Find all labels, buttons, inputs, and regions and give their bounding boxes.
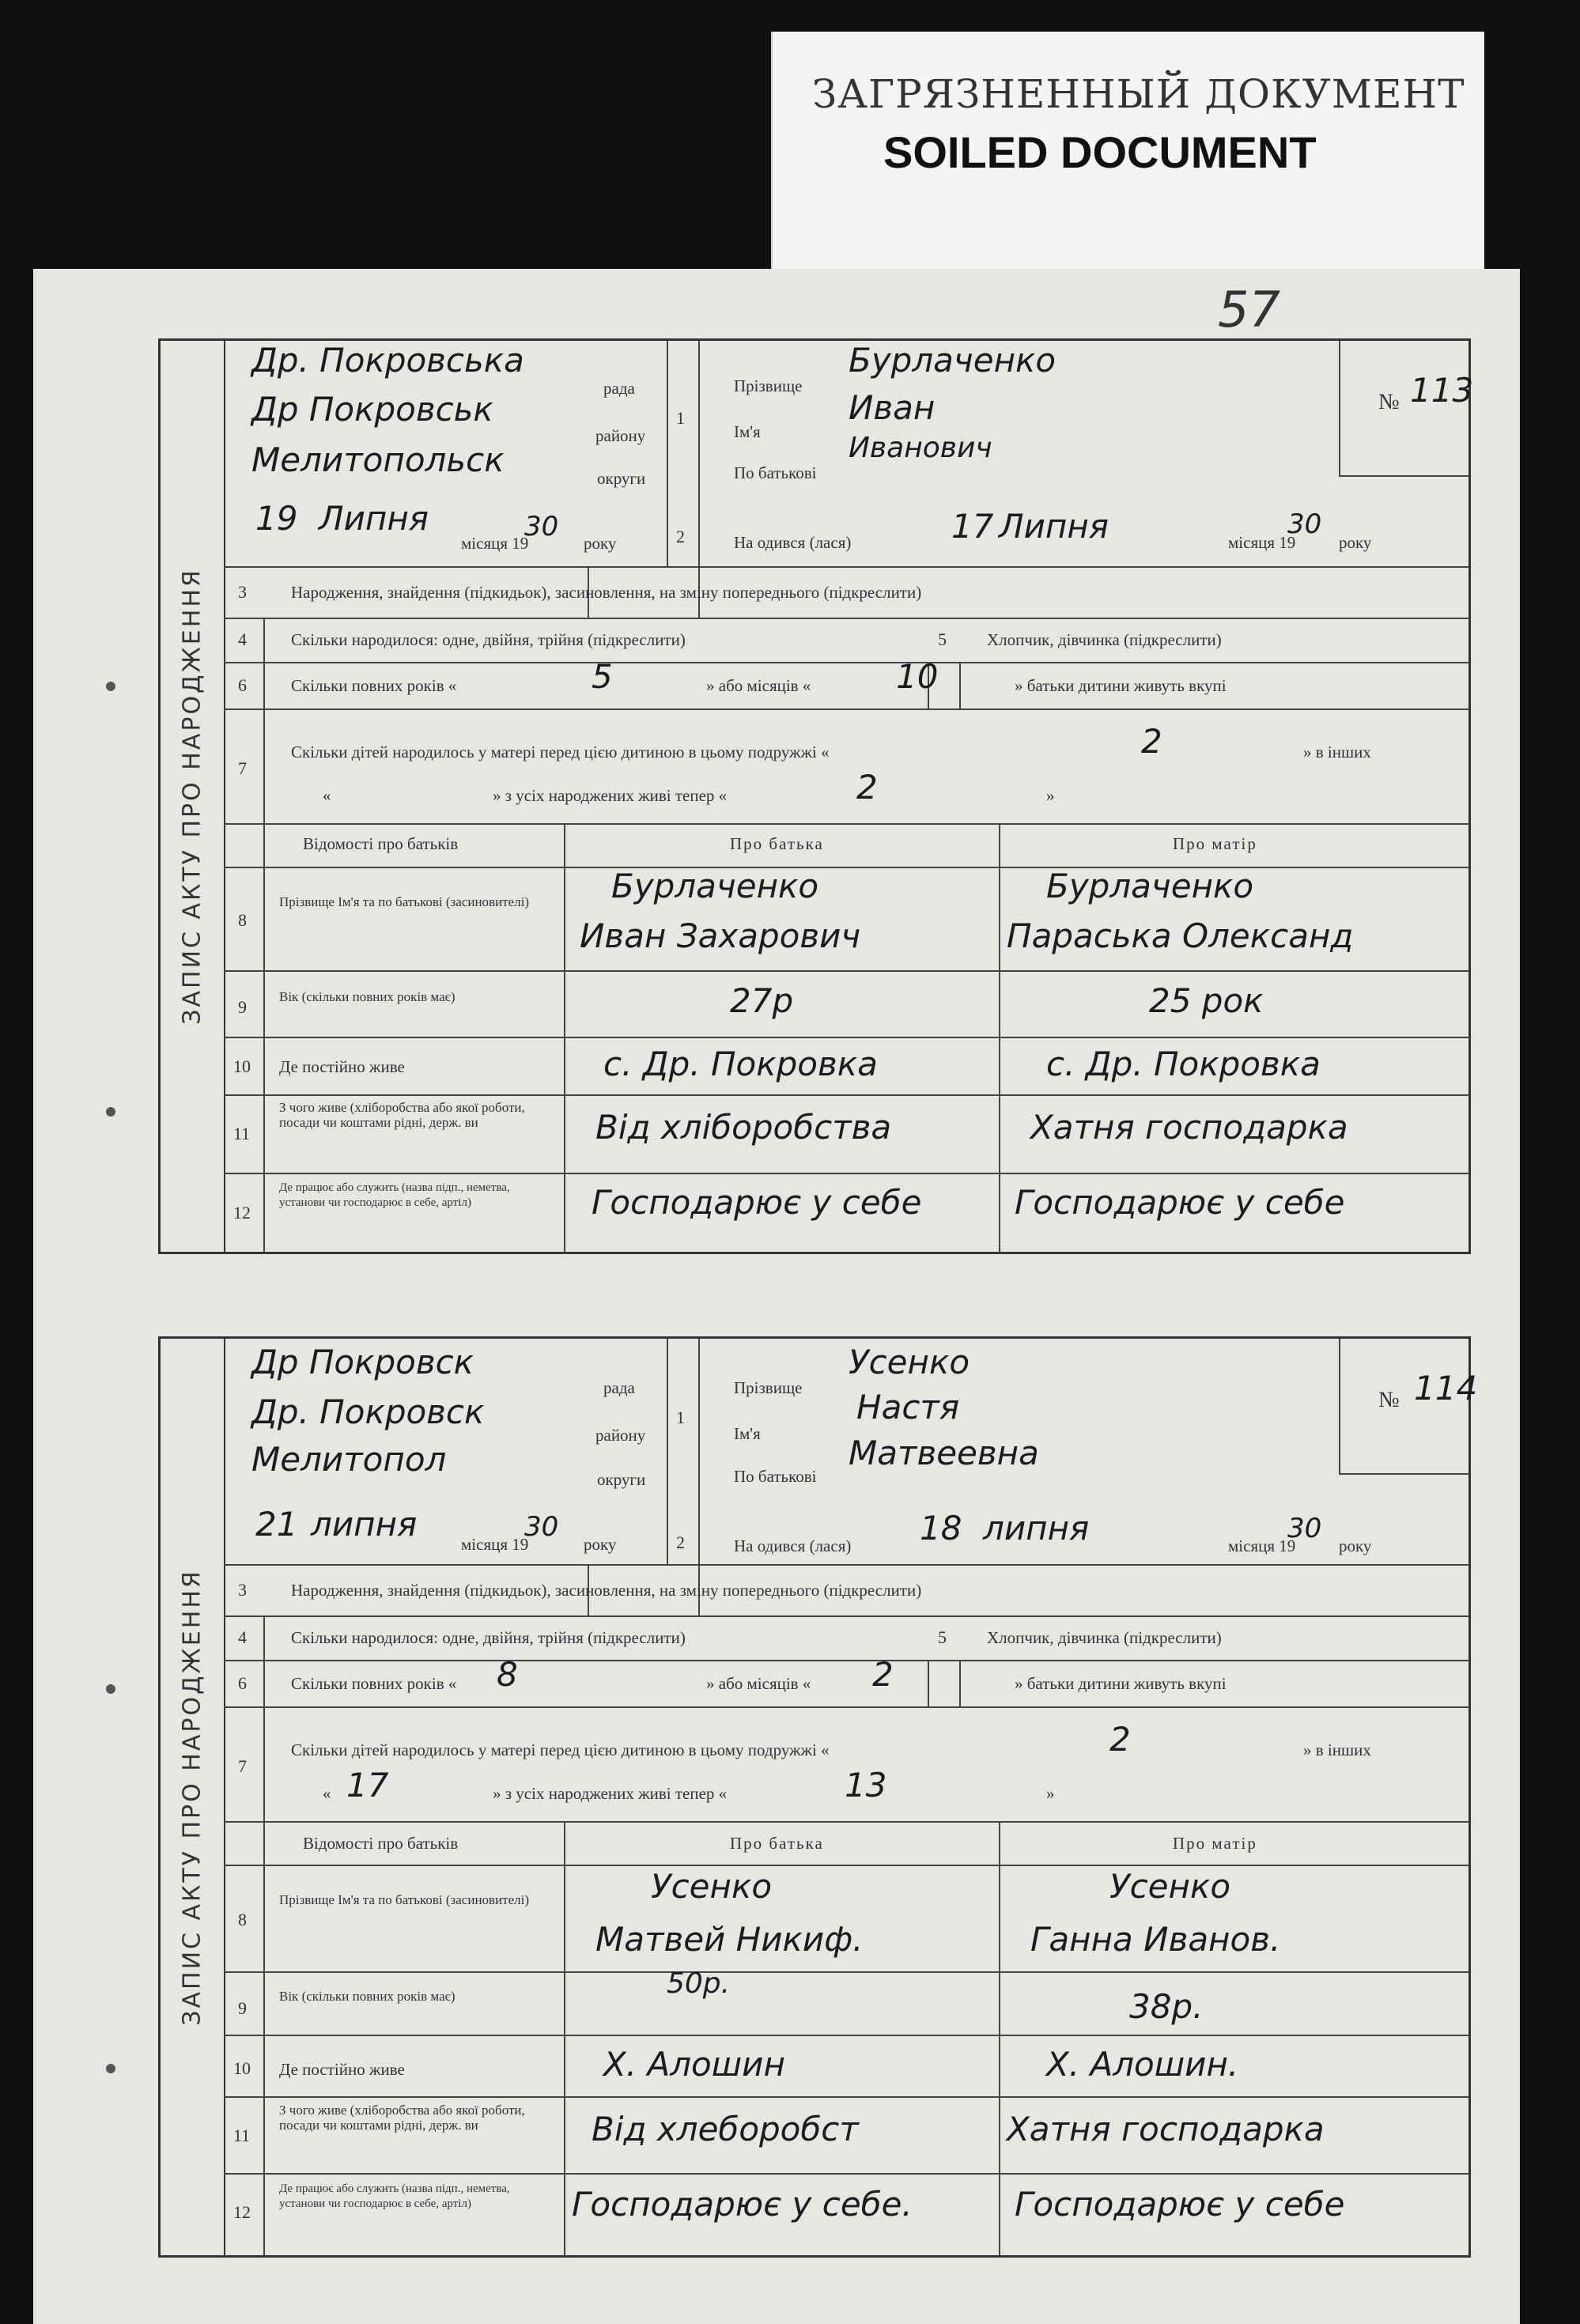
punch-hole-icon <box>106 682 115 691</box>
father-work: Господарює у себе. <box>572 2185 913 2224</box>
okrug-value: Мелитопольск <box>251 440 505 479</box>
father-livelihood: Від хліборобства <box>595 1108 892 1147</box>
soiled-document-stamp <box>771 32 1484 289</box>
years-together: 5 <box>592 657 613 696</box>
rada-value: Др Покровск <box>251 1343 474 1381</box>
mother-livelihood: Хатня господарка <box>1030 1108 1348 1147</box>
mother-name: Ганна Иванов. <box>1030 1920 1281 1959</box>
birth-month: липня <box>983 1509 1090 1547</box>
raion-value: Др. Покровск <box>251 1393 485 1431</box>
mother-residence: с. Др. Покровка <box>1046 1045 1321 1083</box>
side-title: ЗАПИС АКТУ ПРО НАРОДЖЕННЯ <box>161 341 225 1252</box>
father-name: Иван Захарович <box>580 916 861 955</box>
father-age: 50р. <box>667 1967 731 2000</box>
children-other: 17 <box>346 1766 389 1804</box>
reg-month-value: липня <box>311 1505 418 1544</box>
reg-month-value: Липня <box>319 499 429 538</box>
birth-record-113: ЗАПИС АКТУ ПРО НАРОДЖЕННЯ Др. Покровська рада Др Покровськ району Мелитопольск округи 19 Липня місяця 19 30 року 1 Прізвище Бурлаченко Ім'я Иван По батькові Иванович № 113 2 На одився (лася) 17 Липня місяця 19 30 року 3 Народження, знайдення (підкидьок), засиновлення, на зміну попереднього (підкреслити) 4 Скільки народилося: одне, двійня, трійня (підкреслити) 5 Хлопчик, дівчинка (підкреслити) 6 Скільки повних років « 5 » або місяців « 10 » батьки дитини живуть вкупі 7 Скільки дітей народилось у матері перед цією дитиною в цьому подружжі « 2 » в інших « » з усіх народжених живі тепер « 2 » Відомості про батьків Про батька Про матір 8 Прізвище Ім'я та по батькові (засиновителі) Бурлаченко Иван Захарович Бурлаченко Параська Олександ 9 Вік (скільки повних років має) 27р 25 рок 10 Де постійно живе с. Др. Покровка с. Др. Покровка 11 З чого живе (хліборобства або якої роботи, посади чи коштами рідні, держ. ви Від хліборобства Хатня господарка 12 Де працює або служить (назва підп., неметва, установи чи господарює в себе, артіл) Господарює у себе Господарює у себе <box>158 338 1471 1254</box>
children-alive: 13 <box>845 1766 887 1804</box>
child-name: Иван <box>849 388 936 427</box>
page-number: 57 <box>1218 281 1280 338</box>
children-before: 2 <box>1141 722 1162 761</box>
child-name: Настя <box>856 1388 960 1427</box>
birth-year: 30 <box>1287 508 1322 540</box>
punch-hole-icon <box>106 1684 115 1694</box>
mother-residence: Х. Алошин. <box>1046 2045 1239 2084</box>
father-surname: Бурлаченко <box>611 867 819 905</box>
child-surname: Бурлаченко <box>849 341 1056 380</box>
record-number: 113 <box>1410 371 1474 410</box>
father-age: 27р <box>730 981 794 1020</box>
punch-hole-icon <box>106 1107 115 1117</box>
father-surname: Усенко <box>651 1867 773 1906</box>
mother-age: 25 рок <box>1149 981 1264 1020</box>
children-before: 2 <box>1109 1720 1131 1759</box>
reg-year-value: 30 <box>524 511 559 542</box>
child-surname: Усенко <box>849 1343 970 1381</box>
father-work: Господарює у себе <box>592 1183 922 1222</box>
birth-record-114: ЗАПИС АКТУ ПРО НАРОДЖЕННЯ Др Покровск рада Др. Покровск району Мелитопол округи 21 липня місяця 19 30 року 1 Прізвище Усенко Ім'я Настя По батькові Матвеевна № 114 2 На одився (лася) 18 липня місяця 19 30 року 3 Народження, знайдення (підкидьок), засиновлення, на зміну попереднього (підкреслити) 4 Скільки народилося: одне, двійня, трійня (підкреслити) 5 Хлопчик, дівчинка (підкреслити) 6 Скільки повних років « 8 » або місяців « 2 » батьки дитини живуть вкупі 7 Скільки дітей народилось у матері перед цією дитиною в цьому подружжі « 2 » в інших « 17 » з усіх народжених живі тепер « 13 » Відомості про батьків Про батька Про матір 8 Прізвище Ім'я та по батькові (засиновителі) Усенко Матвей Никиф. Усенко Ганна Иванов. 9 Вік (скільки повних років має) 50р. 38р. 10 Де постійно живе Х. Алошин Х. Алошин. 11 З чого живе (хліборобства або якої роботи, посади чи коштами рідні, держ. ви Від хлеборобст Хатня господарка 12 Де працює або служить (назва підп., неметва, установи чи господарює в себе, артіл) Господарює у себе. Господарює у себе <box>158 1336 1471 2258</box>
years-together: 8 <box>497 1655 518 1694</box>
father-livelihood: Від хлеборобст <box>592 2110 859 2148</box>
father-residence: Х. Алошин <box>603 2045 785 2084</box>
months-together: 10 <box>896 657 939 696</box>
mother-name: Параська Олександ <box>1007 916 1354 955</box>
child-patronymic: Матвеевна <box>849 1434 1039 1472</box>
child-patronymic: Иванович <box>849 432 992 464</box>
stamp-russian-text: ЗАГРЯЗНЕННЫЙ ДОКУМЕНТ <box>812 71 1465 117</box>
birth-day: 18 <box>920 1509 962 1547</box>
punch-hole-icon <box>106 2064 115 2073</box>
raion-value: Др Покровськ <box>251 390 493 429</box>
birth-day: 17 <box>951 507 994 546</box>
mother-work: Господарює у себе <box>1015 2185 1345 2224</box>
mother-work: Господарює у себе <box>1015 1183 1345 1222</box>
stamp-english-text: SOILED DOCUMENT <box>883 127 1317 177</box>
father-name: Матвей Никиф. <box>595 1920 864 1959</box>
mother-surname: Бурлаченко <box>1046 867 1254 905</box>
okrug-value: Мелитопол <box>251 1440 447 1479</box>
reg-day-value: 21 <box>255 1505 298 1544</box>
birth-month: Липня <box>999 507 1109 546</box>
birth-year: 30 <box>1287 1513 1322 1544</box>
father-residence: с. Др. Покровка <box>603 1045 878 1083</box>
reg-day-value: 19 <box>255 499 298 538</box>
mother-surname: Усенко <box>1109 1867 1231 1906</box>
reg-year-value: 30 <box>524 1511 559 1543</box>
months-together: 2 <box>872 1655 894 1694</box>
mother-age: 38р. <box>1129 1987 1204 2026</box>
children-alive: 2 <box>856 768 878 807</box>
rada-value: Др. Покровська <box>251 341 524 380</box>
mother-livelihood: Хатня господарка <box>1007 2110 1325 2148</box>
side-title: ЗАПИС АКТУ ПРО НАРОДЖЕННЯ <box>161 1339 225 2256</box>
record-number: 114 <box>1414 1369 1478 1408</box>
